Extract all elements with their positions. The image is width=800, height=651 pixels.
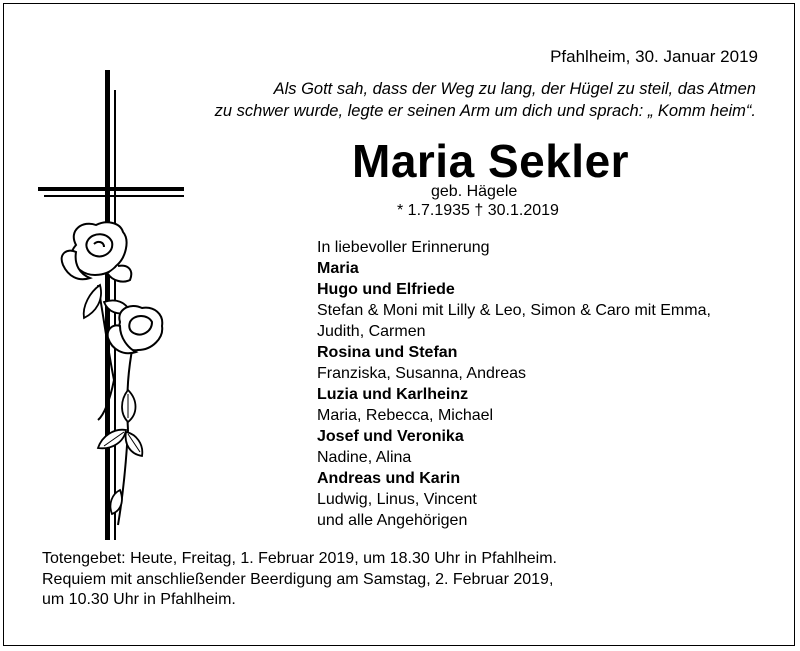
born-name: geb. Hägele [431,183,518,200]
family-intro: In liebevoller Erinnerung [317,239,490,256]
deceased-name: Maria Sekler [352,135,630,187]
family-line: Luzia und Karlheinz [317,386,469,403]
family-line: und alle Angehörigen [317,512,468,529]
family-list [317,237,777,531]
family-line: Stefan & Moni mit Lilly & Leo, Simon & Caro mit Emma, [317,302,711,319]
family-line: Ludwig, Linus, Vincent [317,491,477,508]
family-line: Nadine, Alina [317,449,412,466]
family-line: Maria, Rebecca, Michael [317,407,494,424]
service-line-1: Totengebet: Heute, Freitag, 1. Februar 2019, um 18.30 Uhr in Pfahlheim. [42,550,557,567]
cross-with-roses-icon [38,70,188,545]
family-line: Judith, Carmen [317,323,426,340]
life-dates: * 1.7.1935 † 30.1.2019 [397,202,559,219]
family-line: Franziska, Susanna, Andreas [317,365,527,382]
date-line: Pfahlheim, 30. Januar 2019 [550,47,758,66]
family-line: Andreas und Karin [317,470,461,487]
service-line-2: Requiem mit anschließender Beerdigung am Samstag, 2. Februar 2019, [42,570,554,588]
family-line: Hugo und Elfriede [317,281,455,298]
memorial-quote [215,78,756,122]
service-line-3: um 10.30 Uhr in Pfahlheim. [42,591,236,608]
quote-line-2: zu schwer wurde, legte er seinen Arm um dich und sprach: „ Komm heim“. [214,102,756,120]
family-line: Josef und Veronika [317,428,464,445]
family-line: Maria [317,260,359,277]
family-line: Rosina und Stefan [317,344,458,361]
quote-line-1: Als Gott sah, dass der Weg zu lang, der Hügel zu steil, das Atmen [273,80,756,98]
service-info [42,549,557,611]
